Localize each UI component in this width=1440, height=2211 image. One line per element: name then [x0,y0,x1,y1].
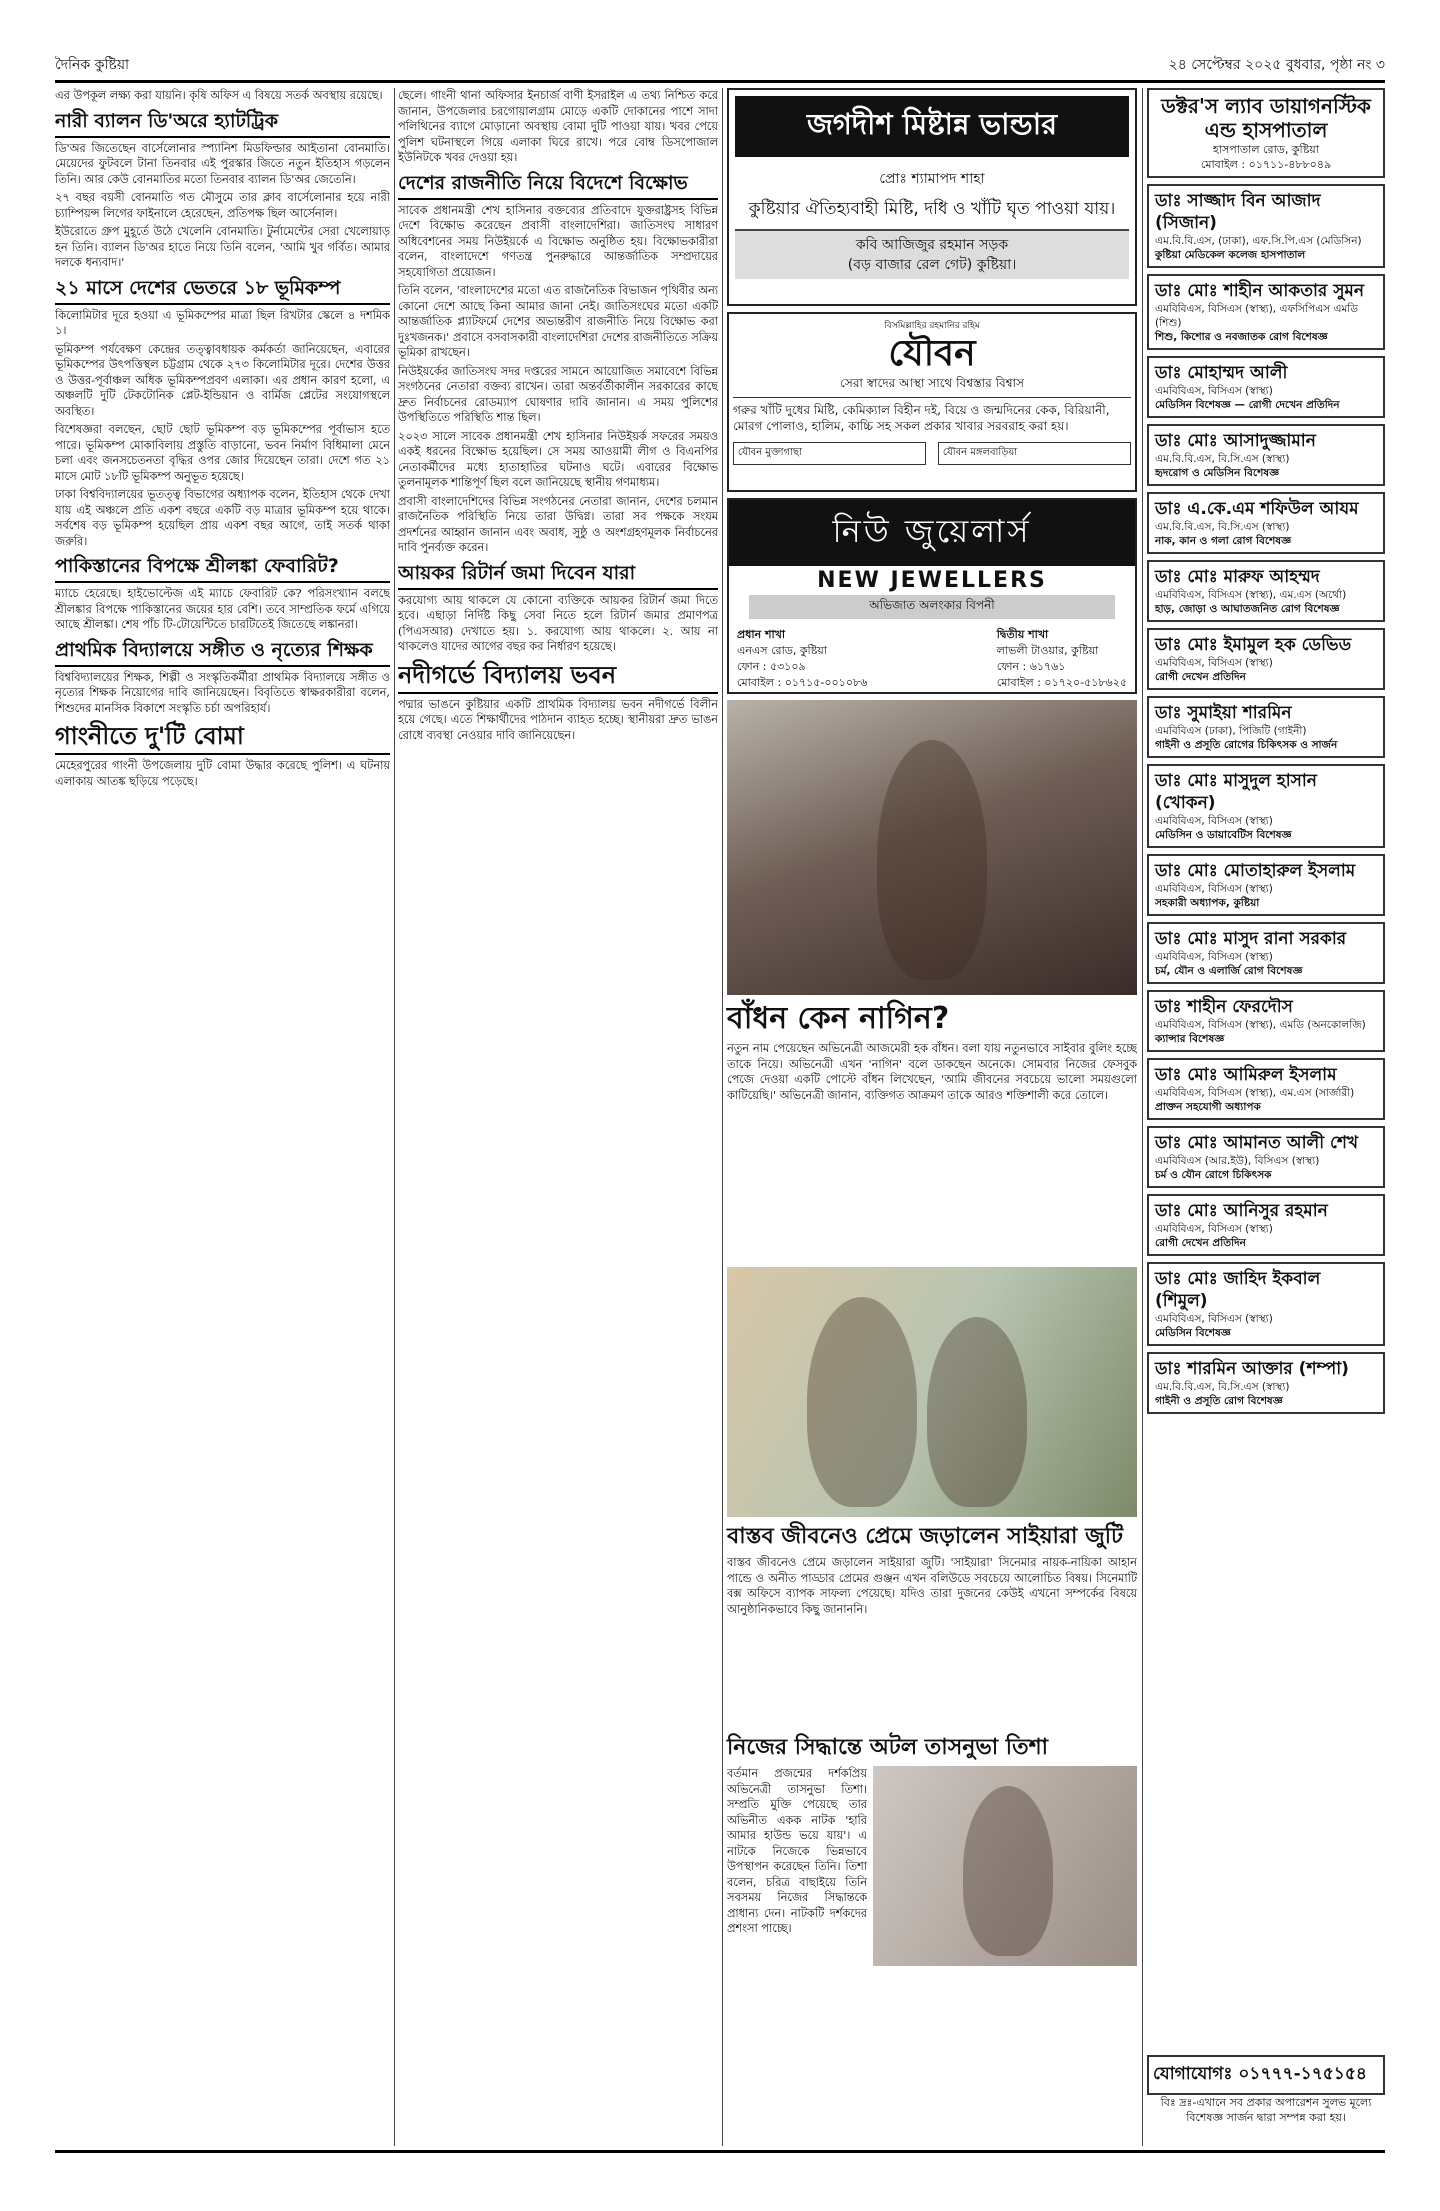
surgery-note: বিঃ দ্রঃ-এখানে সব প্রকার অপারেশন সুলভ মূল্যে বিশেষজ্ঞ সার্জন দ্বারা সম্পন্ন করা হয়। [1160,2096,1372,2124]
doctor-detail: প্রাক্তন সহযোগী অধ্যাপক [1155,1101,1261,1113]
tisha-text: বর্তমান প্রজন্মের দর্শকপ্রিয় অভিনেত্রী তাসনুভা তিশা। সম্প্রতি মুক্তি পেয়েছে তার অভিনীত একক নাটক 'হারি আমার হাউন্ড ভয়ে যায়'। এ নাটকে নিজেকে ভিন্নভাবে উপস্থাপন করেছেন তিনি। তিশা বলেন, চরিত্র বাছাইয়ে তিনি সবসময় নিজের সিদ্ধান্তকে প্রাধান্য দেন। নাটকটি দর্শকদের প্রশংসা পাচ্ছে। [727,1767,867,1935]
doctor-name: ডাঃ এ.কে.এম শফিউল আযম [1155,499,1359,519]
sweet-shop-ad [727,88,1137,306]
doctor-qual: এমবিবিএস (আর.ইউ), বিসিএস (স্বাস্থ্য) [1155,1155,1320,1167]
article-paragraph: কিলোমিটার দূরে হওয়া এ ভূমিকম্পের মাত্রা ছিল রিখটার স্কেলে ৪ দশমিক ১। [55,308,390,337]
article-paragraph: পদ্মার ভাঙনে কুষ্টিয়ার একটি প্রাথমিক বিদ্যালয় ভবন নদীগর্ভে বিলীন হয়ে গেছে। এতে শিক্ষার্থীদের পাঠদান ব্যাহত হচ্ছে। স্থানীয়রা দ্রুত ভাঙন রোধে ব্যবস্থা নেওয়ার দাবি জানিয়েছেন। [398,697,718,742]
article-paragraph: করযোগ্য আয় থাকলে যে কোনো ব্যক্তিকে আয়কর রিটার্ন জমা দিতে হবে। এছাড়া নির্দিষ্ট কিছু সেবা নিতে হলে রিটার্ন জমার প্রমাণপত্র (পিএসআর) দেখাতে হয়। ১. করযোগ্য আয় থাকলে। ২. আয় না থাকলেও যাদের আগের বছর কর নির্ধারণ হয়েছে। [398,593,718,653]
doctor-detail: গাইনী ও প্রসূতি রোগের চিকিৎসক ও সার্জন [1155,739,1338,751]
article-paragraph: ডি'অর জিতেছেন বার্সেলোনার স্প্যানিশ মিডফিল্ডার আইতানা বোনমাতি। মেয়েদের ফুটবলে টানা তিনবার এই পুরস্কার জিতে নতুন ইতিহাস গড়লেন তিনি। আর কেউ বোনমাতির মতো তিনবার ব্যালন ডি'অর জেতেনি। [55,141,390,186]
bandhon-text: নতুন নাম পেয়েছেন অভিনেত্রী আজমেরী হক বাঁধন। বলা যায় নতুনভাবে সাইবার বুলিং হচ্ছে তাকে নিয়ে। অভিনেত্রী এখন 'নাগিন' বলে ডাকছেন অনেকে। সোমবার নিজের ফেসবুক পেজে দেওয়া একটি পোস্টে বাঁধন লিখেছেন, 'আমি জীবনের সবচেয়ে ভালো সময়গুলো কাটিয়েছি।' অভিনেত্রী জানান, ব্যক্তিগত আক্রমণ তাকে আরও শক্তিশালী করে তোলে। [727,1042,1137,1102]
jeweller-name-bn: নিউ জুয়েলার্স [729,500,1135,566]
doctor-card [1147,990,1385,1052]
doctor-detail: কুষ্টিয়া মেডিকেল কলেজ হাসপাতাল [1155,249,1306,261]
article-paragraph: তিনি বলেন, 'বাংলাদেশের মতো এত রাজনৈতিক বিভাজন পৃথিবীর অন্য কোনো দেশে আছে কিনা আমার জানা নেই। জাতিসংঘের মতো একটি আন্তর্জাতিক প্ল্যাটফর্মে দেশের অভ্যন্তরীণ রাজনীতি নিয়ে বিক্ষোভ করা দুঃখজনক।' প্রবাসে বসবাসকারী বাংলাদেশিরা দেশের রাজনীতিতে সক্রিয় ভূমিকা রাখছেন। [398,284,718,359]
doctor-detail: চর্ম ও যৌন রোগে চিকিৎসক [1155,1169,1272,1181]
restaurant-branch-2: যৌবন মঙ্গলবাড়িয়া [938,442,1131,465]
article-paragraph: ২৭ বছর বয়সী বোনমাতি গত মৌসুমে তার ক্লাব বার্সেলোনার হয়ে নারী চ্যাম্পিয়ন্স লিগের ফাইনালে হেরেছেন, প্রতিপক্ষ ছিল আর্সেনাল। [55,191,390,220]
doctor-detail: মেডিসিন বিশেষজ্ঞ — রোগী দেখেন প্রতিদিন [1155,399,1340,411]
doctor-detail: নাক, কান ও গলা রোগ বিশেষজ্ঞ [1155,535,1292,547]
doctor-name: ডাঃ শাহীন ফেরদৌস [1155,997,1293,1017]
doctor-qual: এমবিবিএস, বিসিএস (স্বাস্থ্য) [1155,1223,1273,1235]
tisha-headline: নিজের সিদ্ধান্তে অটল তাসনুভা তিশা [727,1735,1048,1760]
doctor-name: ডাঃ মোঃ আমিরুল ইসলাম [1155,1065,1337,1085]
sweet-shop-address [735,229,1129,279]
article-headline: ২১ মাসে দেশের ভেতরে ১৮ ভূমিকম্প [55,276,390,305]
saiyara-text: বাস্তব জীবনেও প্রেমে জড়ালেন সাইয়ারা জুটি। 'সাইয়ারা' সিনেমার নায়ক-নায়িকা আহান পান্ডে ও অনীত পাড্ডার প্রেমের গুঞ্জন এখন বলিউডে সবচেয়ে আলোচিত বিষয়। সিনেমাটি বক্স অফিসে ব্যাপক সাফল্য পেয়েছে। যদিও তারা দুজনের কেউই এখনো সম্পর্কের বিষয়ে আনুষ্ঠানিকভাবে কিছু জানাননি। [727,1556,1137,1616]
article-headline: গাংনীতে দু'টি বোমা [55,721,390,755]
jeweller-tagline: অভিজাত অলংকার বিপনী [749,595,1115,619]
doctor-qual: এম.বি.বি.এস, বি.সি.এস (স্বাস্থ্য) [1155,1381,1290,1393]
doctor-detail: হাড়, জোড়া ও আঘাতজনিত রোগ বিশেষজ্ঞ [1155,603,1340,615]
article-headline: প্রাথমিক বিদ্যালয়ে সঙ্গীত ও নৃত্যের শিক্ষক [55,638,390,667]
restaurant-slogan: সেরা স্বাদের আস্থা সাথে বিশ্বস্তার বিশ্বাস [733,375,1131,398]
doctor-card [1147,1058,1385,1120]
column-divider [394,88,395,2146]
branch-phone: ফোন : ৬১৭৬১ [996,660,1066,673]
contact-box: যোগাযোগঃ ০১৭৭৭-১৭৫১৫৪ [1147,2055,1385,2095]
sweet-shop-desc: কুষ্টিয়ার ঐতিহ্যবাহী মিষ্টি, দধি ও খাঁটি ঘৃত পাওয়া যায়। [748,199,1116,219]
header-rule [55,80,1385,83]
doctor-detail: হৃদরোগ ও মেডিসিন বিশেষজ্ঞ [1155,467,1280,479]
article-headline: নারী ব্যালন ডি'অরে হ্যাটট্রিক [55,109,390,138]
article-headline: দেশের রাজনীতি নিয়ে বিদেশে বিক্ষোভ [398,171,718,200]
branch-mobile: মোবাইল : ০১৭১৫-০০১০৮৬ [737,676,868,689]
doctor-detail: ক্যান্সার বিশেষজ্ঞ [1155,1033,1225,1045]
doctor-card [1147,356,1385,418]
jeweller-ad [727,498,1137,694]
middle-column [727,88,1137,2009]
article-paragraph: সাবেক প্রধানমন্ত্রী শেখ হাসিনার বক্তব্যের প্রতিবাদে যুক্তরাষ্ট্রসহ বিভিন্ন দেশে বিক্ষোভ করেছেন প্রবাসী বাংলাদেশিরা। জাতিসংঘ সাধারণ অধিবেশনের সময় নিউইয়র্কে এ বিক্ষোভ অনুষ্ঠিত হয়। বিক্ষোভকারীরা বলেন, বাংলাদেশে গণতন্ত্র পুনরুদ্ধারে আন্তর্জাতিক সম্প্রদায়ের সহযোগিতা প্রয়োজন। [398,203,718,279]
ad-bismillah: বিসমিল্লাহির রহমানির রহিম [884,321,980,331]
page-header [55,52,1385,78]
column-1 [55,88,390,2148]
doctor-detail: শিশু, কিশোর ও নবজাতক রোগ বিশেষজ্ঞ [1155,331,1328,343]
doctor-card [1147,628,1385,690]
jeweller-branch-2 [997,627,1127,691]
doctor-card [1147,560,1385,622]
jeweller-branch-1 [737,627,867,691]
sweet-shop-proprietor: প্রোঃ শ্যামাপদ শাহা [879,171,985,187]
doctor-qual: এমবিবিএস, বিসিএস (স্বাস্থ্য) [1155,657,1273,669]
doctor-name: ডাঃ মোঃ জাহিদ ইকবাল (শিমুল) [1155,1269,1321,1311]
doctor-name: ডাঃ মোঃ মাসুদুল হাসান (খোকন) [1155,771,1317,813]
doctor-qual: এমবিবিএস, বিসিএস (স্বাস্থ্য) [1155,385,1273,397]
doctor-name: ডাঃ মোঃ আনিসুর রহমান [1155,1201,1328,1221]
doctors-column [1147,88,1385,2148]
article-paragraph: ইউরোতে গ্রুপ মুহূর্তে উঠে খেলেনি বোনমাতি। টুর্নামেন্টের সেরা খেলোয়াড় হন তিনি। ব্যালন ডি'অর হাতে নিয়ে তিনি বলেন, 'আমি খুব গর্বিত। আমার দলকে ধন্যবাদ।' [55,225,390,269]
restaurant-ad [727,312,1137,492]
lab-name: ডক্টর'স ল্যাব ডায়াগনস্টিক এন্ড হাসপাতাল [1161,94,1371,142]
doctor-qual: এমবিবিএস, বিসিএস (স্বাস্থ্য), এম.এস (সার্জারী) [1155,1087,1355,1099]
doctor-qual: এম.বি.বি.এস, বি.সি.এস (স্বাস্থ্য) [1155,453,1290,465]
sweet-shop-name: জগদীশ মিষ্টান্ন ভান্ডার [735,96,1129,157]
branch-title: দ্বিতীয় শাখা [996,628,1049,641]
doctor-card [1147,492,1385,554]
doctor-name: ডাঃ মোঃ মারুফ আহম্মদ [1155,567,1320,587]
doctor-name: ডাঃ মোঃ ইমামুল হক ডেভিড [1155,635,1352,655]
doctor-name: ডাঃ মোঃ আসাদুজ্জামান [1155,431,1316,451]
doctor-card [1147,184,1385,268]
doctor-qual: এম.বি.বি.এস, বি.সি.এস (স্বাস্থ্য) [1155,521,1290,533]
doctor-name: ডাঃ মোঃ আমানত আলী শেখ [1155,1133,1359,1153]
doctor-qual: এমবিবিএস (ঢাকা), পিজিটি (গাইনী) [1155,725,1307,737]
doctor-card [1147,1262,1385,1346]
article-headline: নদীগর্ভে বিদ্যালয় ভবন [398,660,718,694]
article-headline: পাকিস্তানের বিপক্ষে শ্রীলঙ্কা ফেবারিট? [55,554,390,583]
article-headline: আয়কর রিটার্ন জমা দিবেন যারা [398,561,718,590]
doctor-card [1147,696,1385,758]
column-divider [1142,88,1143,2146]
lab-phone: মোবাইল : ০১৭১১-৪৮৮০৪৯ [1200,158,1332,171]
doctor-name: ডাঃ মোঃ শাহীন আকতার সুমন [1155,281,1365,301]
doctor-card [1147,764,1385,848]
doctor-card [1147,274,1385,350]
article-paragraph: বিশেষজ্ঞরা বলছেন, ছোট ছোট ভূমিকম্প বড় ভূমিকম্পের পূর্বাভাস হতে পারে। ভূমিকম্প মোকাবিলায় প্রস্তুতি বাড়ানো, ভবন নির্মাণ বিধিমালা মেনে চলা এবং জনসচেতনতা বৃদ্ধির ওপর জোর দিয়েছেন তারা। দেশে গত ২১ মাসে মোট ১৮টি ভূমিকম্প অনুভূত হয়েছে। [55,423,390,483]
restaurant-brand: যৌবন [888,333,976,374]
doctor-name: ডাঃ সাজ্জাদ বিন আজাদ (সিজান) [1155,191,1321,233]
branch-address: এনএস রোড, কুষ্টিয়া [737,644,827,657]
restaurant-text: গরুর খাঁটি দুধের মিষ্টি, কেমিক্যাল বিহীন দই, বিয়ে ও জন্মদিনের কেক, বিরিয়ানী, মোরগ পোলাও, হালিম, কাচ্চি সহ সকল প্রকার খাবার সরবরাহ করা হয়। [733,403,1110,433]
address-line: কবি আজিজুর রহমান সড়ক [855,237,1009,253]
article-paragraph: ম্যাচে হেরেছে। হাইভোল্টেজ এই ম্যাচে ফেবারিট কে? পরিসংখ্যান বলছে শ্রীলঙ্কার বিপক্ষে পাকিস্তানের জয়ের হার বেশি। তবে সাম্প্রতিক ফর্মে এগিয়ে আছে শ্রীলঙ্কা। শেষ পাঁচ টি-টোয়েন্টিতে চারটিতেই জিতেছে লঙ্কানরা। [55,587,390,631]
branch-address: লাভলী টাওয়ার, কুষ্টিয়া [996,644,1099,657]
doctor-qual: এমবিবিএস, বিসিএস (স্বাস্থ্য), এমডি (অনকোলজি) [1155,1019,1366,1031]
bandhon-headline: বাঁধন কেন নাগিন? [727,1001,950,1036]
doctor-detail: মেডিসিন ও ডায়াবেটিস বিশেষজ্ঞ [1155,829,1292,841]
footer-rule [55,2150,1385,2153]
article-paragraph: ঢাকা বিশ্ববিদ্যালয়ের ভূতত্ত্ব বিভাগের অধ্যাপক বলেন, ইতিহাস থেকে দেখা যায় এই অঞ্চলে প্রতি একশ বছরে একটি বড় মাত্রার ভূমিকম্প হয়ে থাকে। সর্বশেষ বড় ভূমিকম্প হয়েছিল প্রায় একশ বছর আগে, তাই সতর্ক থাকা জরুরি। [55,488,390,548]
doctor-qual: এমবিবিএস, বিসিএস (স্বাস্থ্য) [1155,1313,1273,1325]
saiyara-headline: বাস্তব জীবনেও প্রেমে জড়ালেন সাইয়ারা জুটি [727,1524,1124,1549]
doctor-name: ডাঃ মোঃ মাসুদ রানা সরকার [1155,929,1347,949]
doctor-card [1147,854,1385,916]
article-paragraph: প্রবাসী বাংলাদেশিদের বিভিন্ন সংগঠনের নেতারা জানান, দেশের চলমান রাজনৈতিক পরিস্থিতি নিয়ে তারা উদ্বিগ্ন। তারা সব পক্ষকে সংযম প্রদর্শনের আহ্বান জানান এবং অবাধ, সুষ্ঠু ও অংশগ্রহণমূলক নির্বাচনের দাবি পুনর্ব্যক্ত করেন। [398,494,718,554]
doctor-detail: রোগী দেখেন প্রতিদিন [1155,1237,1246,1249]
doctor-name: ডাঃ শারমিন আক্তার (শম্পা) [1155,1359,1349,1379]
lab-address: হাসপাতাল রোড, কুষ্টিয়া [1213,143,1319,156]
doctor-name: ডাঃ মোহাম্মদ আলী [1155,363,1288,383]
doctor-card [1147,1352,1385,1414]
doctor-qual: এমবিবিএস, বিসিএস (স্বাস্থ্য) [1155,815,1273,827]
paper-name: দৈনিক কুষ্টিয়া [55,57,130,73]
doctor-detail: মেডিসিন বিশেষজ্ঞ [1155,1327,1231,1339]
branch-title: প্রধান শাখা [737,628,786,641]
column-2 [398,88,718,2148]
branch-phone: ফোন : ৫৩১০৯ [737,660,806,673]
doctor-qual: এম.বি.বি.এস, (ঢাকা), এফ.সি.পি.এস (মেডিসিন) [1155,235,1362,247]
doctor-name: ডাঃ মোঃ মোতাহারুল ইসলাম [1155,861,1356,881]
article-paragraph: এর উপকূল লক্ষ্য করা যায়নি। কৃষি অফিস এ বিষয়ে সতর্ক অবস্থায় রয়েছে। [55,89,383,102]
doctor-detail: সহকারী অধ্যাপক, কুষ্টিয়া [1155,897,1260,909]
address-line: (বড় বাজার রেল গেট) কুষ্টিয়া। [847,257,1017,273]
doctor-card [1147,922,1385,984]
article-paragraph: নিউইয়র্কের জাতিসংঘ সদর দপ্তরের সামনে আয়োজিত সমাবেশে বিভিন্ন সংগঠনের নেতারা বক্তব্য রাখেন। তারা অন্তর্বর্তীকালীন সরকারের কাছে দ্রুত নির্বাচনের রোডম্যাপ ঘোষণার দাবি জানান। এ সময় পুলিশের উপস্থিতিতে পরিস্থিতি শান্ত ছিল। [398,364,718,424]
article-paragraph: ভূমিকম্প পর্যবেক্ষণ কেন্দ্রের তত্ত্বাবধায়ক কর্মকর্তা জানিয়েছেন, এবারের ভূমিকম্পের উৎপত্তিস্থল চট্টগ্রাম থেকে ২৭৩ কিলোমিটার দূরে। দেশের উত্তর ও উত্তর-পূর্বাঞ্চল অধিক ভূমিকম্পপ্রবণ এলাকা। এর প্রধান কারণ হলো, এ অঞ্চলটি দুটি টেকটোনিক প্লেট-ইন্ডিয়ান ও বার্মিজ প্লেটের সংযোগস্থলে অবস্থিত। [55,342,390,418]
restaurant-branch-1: যৌবন মুক্তাগাছা [733,442,926,465]
doctor-qual: এমবিবিএস, বিসিএস (স্বাস্থ্য) [1155,883,1273,895]
doctor-qual: এমবিবিএস, বিসিএস (স্বাস্থ্য), এম.এস (অর্থো) [1155,589,1347,601]
tisha-photo [873,1766,1137,1966]
article-paragraph: ২০২৩ সালে সাবেক প্রধানমন্ত্রী শেখ হাসিনার নিউইয়র্ক সফরের সময়ও একই ধরনের বিক্ষোভ হয়েছিল। সে সময় আওয়ামী লীগ ও বিএনপির নেতাকর্মীদের মধ্যে হাতাহাতির ঘটনাও ঘটে। এবারের বিক্ষোভ তুলনামূলক শান্তিপূর্ণ ছিল বলে জানিয়েছে স্থানীয় গণমাধ্যম। [398,429,718,489]
article-paragraph: ছেলে। গাংনী থানা অফিসার ইনচার্জ বাণী ইসরাইল এ তথ্য নিশ্চিত করে জানান, উপজেলার চরগোয়ালগ্রাম মোড়ে একটি দোকানের পাশে সাদা পলিথিনের ব্যাগে মোড়ানো অবস্থায় বোমা দুটি পাওয়া যায়। খবর পেয়ে পুলিশ ঘটনাস্থলে গিয়ে এলাকা ঘিরে রাখে। পরে বোম্ব ডিসপোজাল ইউনিটকে খবর দেওয়া হয়। [398,89,718,164]
jeweller-name-en: NEW JEWELLERS [817,568,1047,593]
date-page: ২৪ সেপ্টেম্বর ২০২৫ বুধবার, পৃষ্ঠা নং ৩ [1168,57,1385,73]
doctor-name: ডাঃ সুমাইয়া শারমিন [1155,703,1292,723]
bandhon-photo [727,700,1137,995]
article-paragraph: বিশ্ববিদ্যালয়ের শিক্ষক, শিল্পী ও সংস্কৃতিকর্মীরা প্রাথমিক বিদ্যালয়ে সঙ্গীত ও নৃত্যের শিক্ষক নিয়োগের দাবি জানিয়েছেন। বিবৃতিতে স্বাক্ষরকারীরা বলেন, শিশুদের মানসিক বিকাশে সংস্কৃতি চর্চা অপরিহার্য। [55,670,390,715]
branch-mobile: মোবাইল : ০১৭২০-৫১৮৬২৫ [996,676,1127,689]
column-divider [722,88,723,2146]
doctor-qual: এমবিবিএস, বিসিএস (স্বাস্থ্য), এফসিপিএস এমডি (শিশু) [1155,303,1359,329]
saiyara-photo [727,1267,1137,1517]
doctor-qual: এমবিবিএস, বিসিএস (স্বাস্থ্য) [1155,951,1273,963]
doctor-card [1147,424,1385,486]
doctor-card [1147,1126,1385,1188]
doctor-detail: রোগী দেখেন প্রতিদিন [1155,671,1246,683]
doctor-detail: চর্ম, যৌন ও এলার্জি রোগ বিশেষজ্ঞ [1155,965,1303,977]
lab-ad [1147,88,1385,178]
doctor-card [1147,1194,1385,1256]
article-paragraph: মেহেরপুরের গাংনী উপজেলায় দুটি বোমা উদ্ধার করেছে পুলিশ। এ ঘটনায় এলাকায় আতঙ্ক ছড়িয়ে পড়েছে। [55,759,390,788]
doctor-detail: গাইনী ও প্রসূতি রোগ বিশেষজ্ঞ [1155,1395,1283,1407]
